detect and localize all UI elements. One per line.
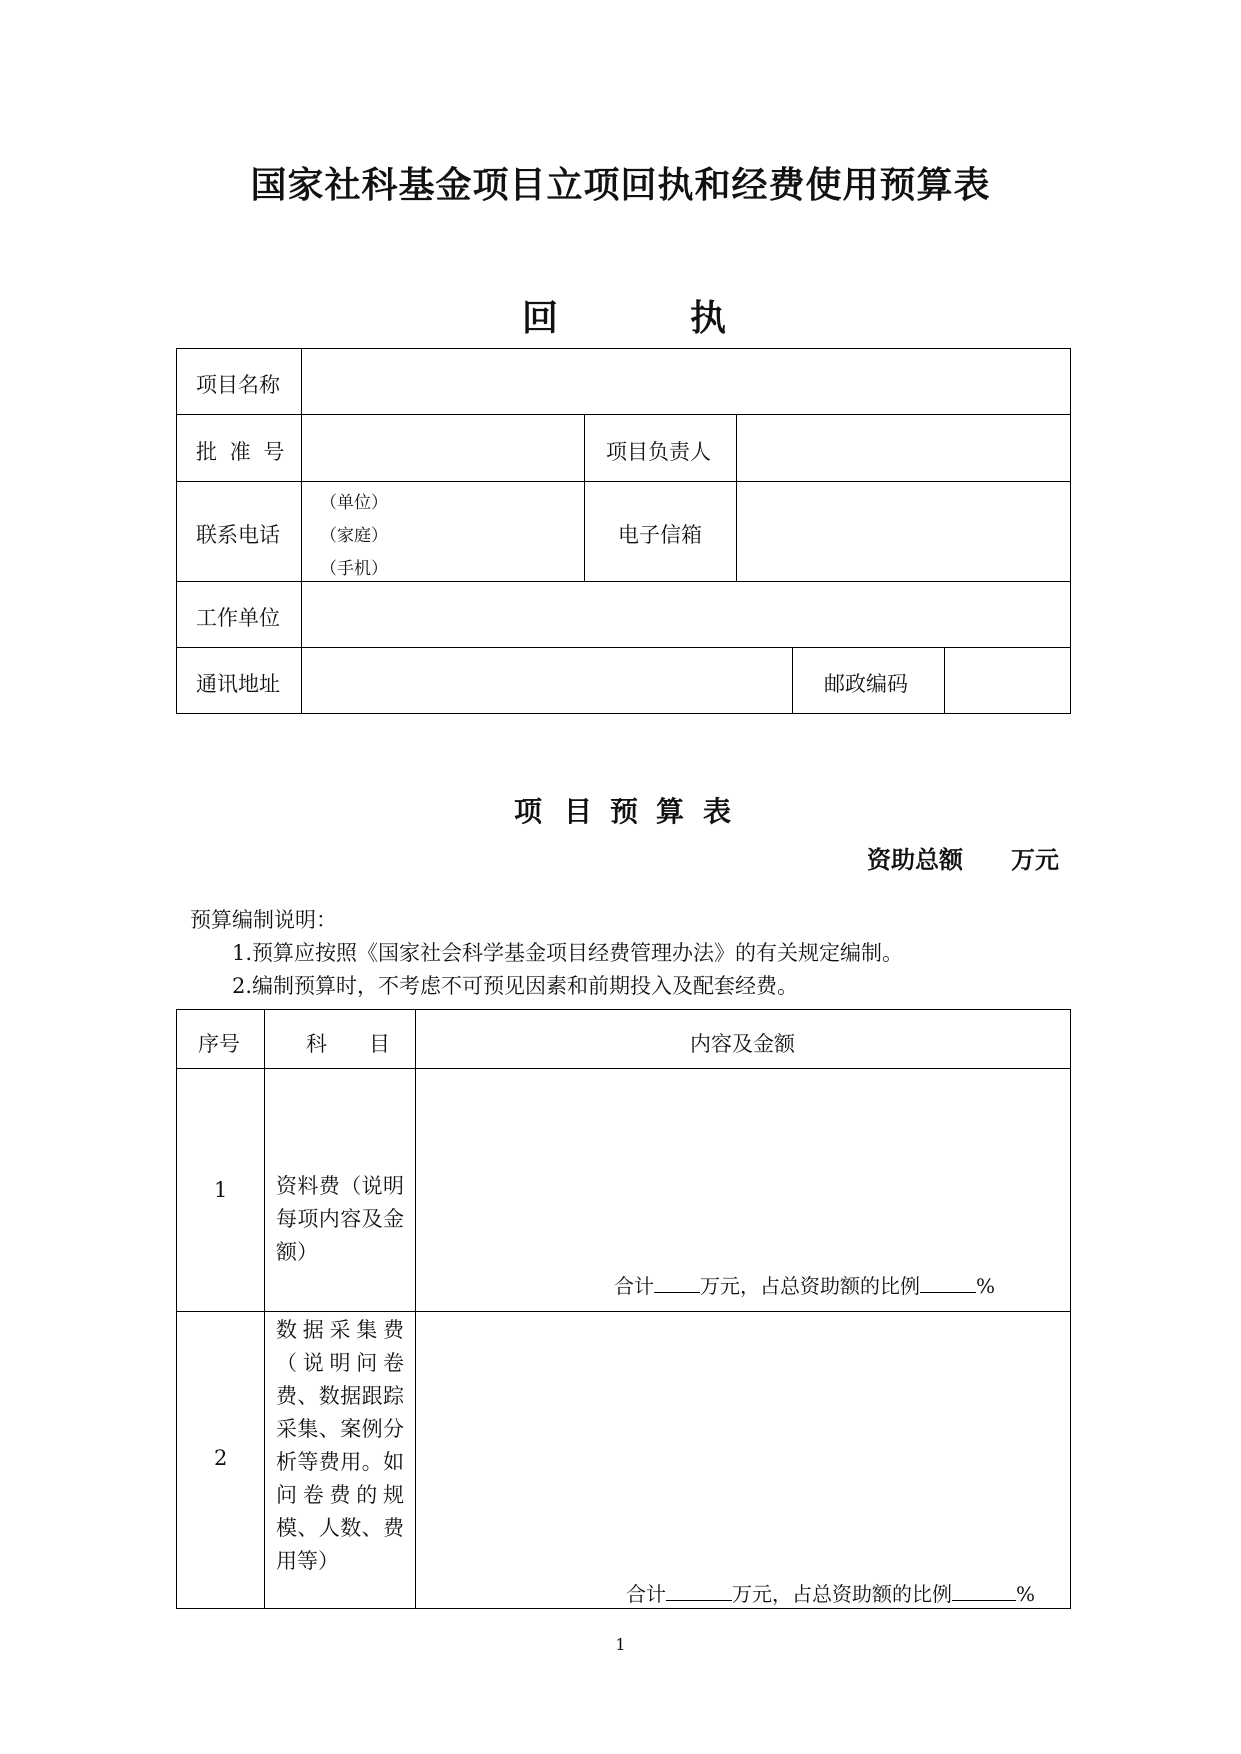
budget-heading-char-5: 表 xyxy=(703,795,732,828)
project-name-label: 项目名称 xyxy=(196,373,280,397)
sum-middle-text: 万元，占总资助额的比例 xyxy=(700,1274,920,1298)
budget-notes xyxy=(190,904,903,1003)
phone-mobile-option: （手机） xyxy=(320,559,388,579)
budget-heading-char-4: 算 xyxy=(656,795,685,828)
column-header-number: 序号 xyxy=(198,1032,240,1056)
approval-number-label: 批 准 号 xyxy=(196,440,285,464)
row-number: 2 xyxy=(214,1446,228,1470)
sum-prefix: 合计 xyxy=(614,1274,654,1298)
note-item-2: 2.编制预算时，不考虑不可预见因素和前期投入及配套经费。 xyxy=(232,974,799,998)
receipt-heading-char-1: 回 xyxy=(522,297,559,339)
project-leader-label: 项目负责人 xyxy=(606,440,711,464)
row-subject: 数据采集费（说明问卷费、数据跟踪采集、案例分析等费用。如问卷费的规模、人数、费用等） xyxy=(276,1318,404,1573)
phone-label: 联系电话 xyxy=(196,523,280,547)
email-label: 电子信箱 xyxy=(618,523,702,547)
address-label: 通讯地址 xyxy=(196,672,280,696)
budget-heading-char-3: 预 xyxy=(610,795,639,828)
budget-heading-char-1: 项 xyxy=(514,795,543,828)
sum-middle-text: 万元，占总资助额的比例 xyxy=(732,1582,952,1606)
sum-ratio-blank xyxy=(952,1582,1016,1601)
sum-amount-blank xyxy=(654,1274,700,1293)
sum-amount-blank xyxy=(666,1582,732,1601)
workplace-label: 工作单位 xyxy=(196,606,280,630)
receipt-heading-char-2: 执 xyxy=(690,297,727,339)
row-sum-line xyxy=(626,1578,1035,1607)
total-funding-label: 资助总额 xyxy=(867,845,963,874)
document-title: 国家社科基金项目立项回执和经费使用预算表 xyxy=(250,164,991,206)
column-header-content: 内容及金额 xyxy=(690,1032,795,1056)
total-funding-unit: 万元 xyxy=(1011,845,1059,874)
phone-work-option: （单位） xyxy=(320,493,388,513)
phone-home-option: （家庭） xyxy=(320,526,388,546)
sum-percent: % xyxy=(976,1274,996,1298)
row-subject: 资料费（说明每项内容及金额） xyxy=(276,1174,404,1264)
note-item-1: 1.预算应按照《国家社会科学基金项目经费管理办法》的有关规定编制。 xyxy=(232,941,904,965)
page-number: 1 xyxy=(615,1635,626,1654)
total-funding-line xyxy=(867,840,1059,875)
sum-prefix: 合计 xyxy=(626,1582,666,1606)
notes-title: 预算编制说明： xyxy=(190,908,337,932)
row-number: 1 xyxy=(214,1178,228,1202)
budget-heading-char-2: 目 xyxy=(564,795,593,828)
postcode-label: 邮政编码 xyxy=(824,672,908,696)
row-sum-line xyxy=(614,1270,995,1299)
sum-percent: % xyxy=(1016,1582,1036,1606)
sum-ratio-blank xyxy=(920,1274,976,1293)
column-header-subject: 科 目 xyxy=(306,1032,390,1056)
